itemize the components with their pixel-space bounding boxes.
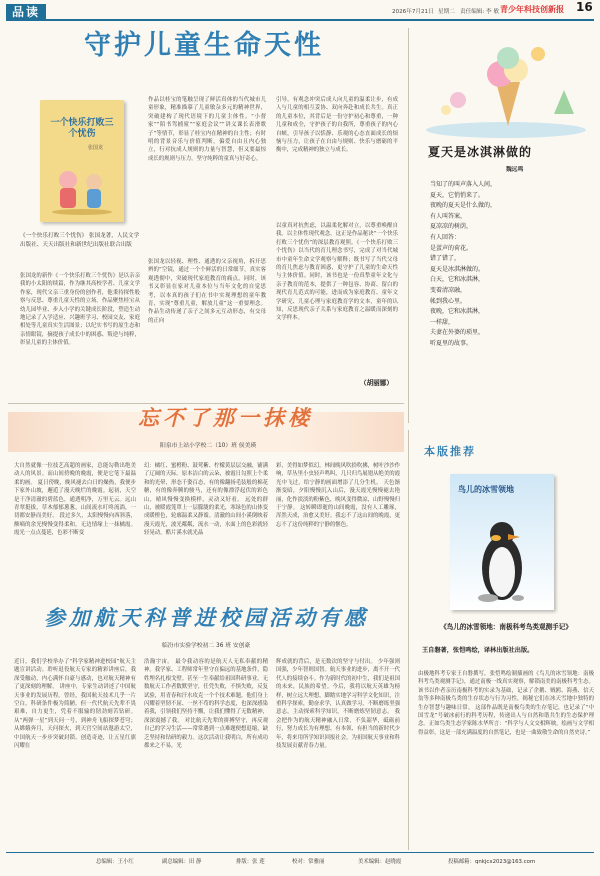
penguin-illustration xyxy=(466,514,538,604)
recommend-cover-title: 鸟儿的冰雪领地 xyxy=(458,485,514,494)
book-cover xyxy=(40,100,124,222)
footer-proof: 校对：常雅丽 xyxy=(292,859,325,865)
article3-byline: 临汾市实验学校初二 36 班 安创豪 xyxy=(162,643,251,649)
article2-col2: 幻：橘红、蜜橙粉、鼓莺紫、柠檬黄层层交融，铺满了辽阔的天际。原本洁白的云朵，被霞日勾照上个柔和的光晕，形态千姿百态，有的像翻扬毛装般的棉花糖，有的像奔腾的骏马，还有的像漂浮起伏的彩色山，晴风慢慢变换模样，灵动又好看。 远处的群山，被暖霞笼罩上一层朦胧的柔光，寒绿色的山体变成暖橙色，轮廓温柔又静谧。清澈的山间小溪倒映着漫天霞光，波光粼粼，流水一动，水面上的色彩就轻轻晃动，酷片溪水就光晶 xyxy=(144,463,268,537)
poem-title: 夏天是冰淇淋做的 xyxy=(428,145,533,159)
recommend-book-title: 《鸟儿的冰雪领地：南极科考鸟类观测手记》 xyxy=(440,623,572,631)
article1-signature: （胡丽娜） xyxy=(360,379,393,387)
footer-deputy: 副总编辑：田 静 xyxy=(162,859,202,865)
recommend-text: 由极地科考专家王自磐撰写，张恺鸣绘制插画的《鸟儿的冰雪领地：南极科考鸟类观测手记》，通过南极一线真实观察，解锁南美的南极科考生态。该书以作者亲历南极科考的实录为基础，记录了企鹅、贼鸥、海燕、信天翁等多种南极鸟类的生存状态与行为习性，揭秘它们在冰天雪地中独特的生存智慧与趣味日常。 这部作品既是南极鸟类的生存笔记，也记录了“中国雪龙”号破冰前行的科考历程，传递出人与自然和谐共生的生态保护理念。正如鸟类生态学家陈水华所言：“科学与人文交相辉映，绘画与文学相得益彰，这是一部充满温度的自然笔记，也是一曲致敬生命的自然史诗。” xyxy=(418,671,594,736)
ice-cream-illustration xyxy=(418,30,594,140)
header-weekday: 星期二 xyxy=(438,9,455,15)
article1-col2b: 张国龙以轻视、理性、通透的父亲视角，拆开思辨的“空镜，通过一个个鲜活的日常细节，真实客观透彻中，突破现代家庭教育的痛点。同时，该书又彰显在家对儿童本位与当年文化的自觉思考，以本真的孩子们在书中实现理想的童年教育，实现“尊重儿童，解放儿童”这一重要理念。作品生动传递了亲子之间多元互动形态，有交母的正向 xyxy=(148,259,266,324)
poem-line: 是蛋声的荷花。 xyxy=(430,244,473,252)
article1-col1: 张国龙的新作《一个快乐打败三个忧伤》是以亲亲我的小太阳的续篇，作为继其高校学者、儿童文学作家，现代父亲三重身份的创作者，他秉持探性般察与反思、尊重儿童天性的立场。作品聚焦桂宝从幼儿园毕业、步入小学的关键成长阶段，塑造生动地记录了入学适应、兴趣班学习、校园交友、家庭相处等儿童真实生活图景；以纪实书写的原生态和亲情眼镜，摘提孩子成长中的困惑、叛逆与纯粹，彰显儿童的主体价值。 xyxy=(20,273,140,347)
column-divider xyxy=(408,28,409,423)
article3-col2: 浩瀚宇宙。 最令我动容的是航天人无私奉献的精神。我学家、工程师常年坚守在偏远的基地条件，隐姓埋名扎根戈壁。甚至一生奉献给祖国科研事业。无数航天工作者数默坚守，任凭失败，不惧失败，反复试验，用青春和汗水攻克一个个技术难题。他们身上闪耀着坚韧不屈、一丝不苟的科学态度，也深深感染着我，引领我们坚持不懈，让我们懂得了无数精神，深深震撼了我。 对比航天先辈的拼搏坚守，再反观自己的学习生活——常常遇到一点难题便想退缩，缺乏坚持和钻研的毅力。这次活动让我明白，所有成功都来之不易，光 xyxy=(144,659,268,750)
footer-chief-editor: 总编辑：王小红 xyxy=(96,859,134,865)
footer-rule xyxy=(6,852,594,853)
poem-author: 魏远鸣 xyxy=(506,167,524,173)
section-divider xyxy=(8,403,404,404)
footer-art: 美术编辑：赵晓霞 xyxy=(358,859,402,865)
poem-line: 有人回答： xyxy=(430,233,461,241)
article2-title: 忘不了那一抹楼 xyxy=(138,406,313,430)
article3-title: 参加航天科普进校园活动有感 xyxy=(44,606,369,630)
article2-col1: 大自然就像一位技艺高超的画家，总能勾勒出绝美动人的风景。而山间傍晚的晚霞，便是它笔下最温柔的画。 夏日傍晚，晚风褪去白日的燥热，我便步下家外山坡，邂逅了漫天晚烂的晚霞。起初，天空是干净清澈的碧蓝色，通透明净，万里无云。远山青翠挺拔，草木郁郁葱葱，山间流水叮咚流淌，一切都安静而美好。 段过多久，太阳慢慢向西斜落，额嘀的余光慢慢变得柔和，无边情缘上一抹橘霞。霞光一点点蔓延，色彩不断变 xyxy=(14,463,136,537)
article1-title: 守护儿童生命天性 xyxy=(84,30,324,61)
book-caption: 《一个快乐打败三个忧伤》 张国龙著，人民文学出版社、天天出版社和新世纪出版社联合出版 xyxy=(20,233,140,248)
poem-line: 变着清凉融， xyxy=(430,286,467,294)
poem-line: 听夏里的故事。 xyxy=(430,339,473,347)
article3-col1: 近日，我们学校举办了“科学家精神进校园”航天主题宣讲活动。聆听退役航天专家的精彩讲座后，我深受触动，内心满怀自豪与感动，也对航天精神有了更深刻的理解。 讲座中，专家生动讲述了中国航天事业的发展历程。曾经，我国航天技术几乎一片空白，科研条件极为简陋。但一代代航天先辈不畏艰难，自力更生，凭着不服输的韧劲刻苦钻研。从“两弹一星”到天问一号，到神舟飞船探梦苍穹；从嫦娥奔月，天问探火，到天宫空间站遨游太空，中国航天一步步突破封锁、创造奇迹，让五星红旗闪耀在 xyxy=(14,659,136,750)
header-brand: 青少年科技创新报 xyxy=(500,5,564,14)
page-number: 16 xyxy=(576,0,593,14)
header-rule xyxy=(6,19,594,21)
recommend-heading: 本版推荐 xyxy=(424,445,476,458)
header-editor: 责任编辑: 李 敏 xyxy=(460,9,500,15)
poem-line: 夏天，它悄悄来了。 xyxy=(430,191,485,199)
poem-line: 夏凉凉的树荫， xyxy=(430,223,473,231)
article2-byline: 阳泉市上站小学校二（10）班 侯美瑛 xyxy=(160,443,257,449)
poem-line: 夫妻在外婆的琐里， xyxy=(430,329,485,337)
book-cover-author: 张国龙 xyxy=(88,145,104,151)
footer-layout: 排版：张 莲 xyxy=(236,859,265,865)
poem-line: 夏天是冰淇淋做的。 xyxy=(430,265,485,273)
book-cover-title: 一个快乐打败三个忧伤 xyxy=(50,118,114,139)
poem-line: 夜晚，它和冰淇淋， xyxy=(430,308,485,316)
poem-line: 帐到我心里。 xyxy=(430,297,467,305)
article3-col3: 辉成就的背后，是无数次的坚守与付出。 少年强则国强，少年智则国智。航天事业的进步，离不开一代代人的接续奋斗。作为新时代的初中生，我们是祖国的未来，民族的希望。今后，我将以航天英雄为榜样，树立远大理想，脚踏实地学习科学文化知识，注重科学探索，勤奋求学，认真做学习，不断磨练坚强意志，主动探索科学知识，不断磨炼坚韧意志。 我会把作为的航天精神融入日常，不负韶华，砥砺前行，努力成长为有理想、有本领、有担当的新时代少年，将来用所学知识回报社会，为祖国航天事业和科技发展贡献青春力量。 xyxy=(276,659,400,750)
column-divider xyxy=(408,430,409,850)
recommend-book-cover xyxy=(450,474,554,610)
article1-col2: 作品以桂宝的笔触呈现了鲜活真体的当代城市儿童形象，精准描摹了儿童敏杂多元的精神世界，突破建构了现代语境下的儿童主体性。“小督家”“陌书驾捕鲨”“家庭会议”“讲义课长表滑歌子”等情节，彰显了桂宝内在精神的自主性；有时明的背景音乐与价值判断，偏爱自由且内心独立，行对抗成人规则的力量与智慧，但又要最惊成长的规则与压力，坚守纯粹的童真与好奇心。 xyxy=(148,97,266,162)
poem-body xyxy=(430,180,590,350)
poem-line: 白天，它和冰淇淋， xyxy=(430,276,485,284)
book-cover-illustration xyxy=(48,158,116,216)
poem-line: 错了错了， xyxy=(430,255,461,263)
article1-col3b: 以童真对抗焦虑，以温柔化解对立，以尊重唤醒自我。以主体性现代观念，这正是作品秘诀“一个快乐打败三个忧伤”的深层教育观照。《一个快乐打败三个忧伤》以当代的育儿理念书写，完成了对当代城市中童年生命文学观察与解释；既书写了当代父母的育儿焦虑与教育困惑，更守护了儿童的生命天性与主体价值。同时，该书也是一份真挚童年文化与亲子教育的范本，提供了一种包容、协商、留白的现代育儿范式的可能，进而成为家庭教育、童年文学研究、儿童心理与家庭教育学的文本，童年的认知，反思现代亲子关系与家庭教育之温暖而深刻的文学样本。 xyxy=(276,223,398,322)
article1-col3: 引导，有观念冲突后成人向儿童的温柔让步，有成人与儿童的相互妥协、双向奔赴和成长共生。真正的儿童本位，其背后是一份守护初心和尊重，一种儿童和成全，守护孩子的自我所，尊重孩子的内心自峡，引导孩子以恬静、乐观的心态直面成长的烦恼与压力，让孩子在自由与规则、快乐与磨砺的平衡中，完成精神的独立与成长。 xyxy=(276,97,398,154)
article2-col3: 彩，美得如梦似幻。林间晚风吹拾吹拂，树叶沙沙作响，草丛里小虫轻声鸣叫，几只归鸟展翅从绝美的霞光中飞过，给宁静的画面增添了几分生机。 天色渐渐变暗，夕阳慢慢沉入山后，漫天霞光慢慢褪去艳丽，化作淡淡的粉紫色，晚风变得微凉，山野慢慢归于宁静。 这转瞬即逝的山间晚霞，没有人工雕琢，浑然天成，治愈又美好。我忘不了这山间的晚霞，更忘不了这份纯粹的宁静的惬色。 xyxy=(276,463,400,528)
recommend-book-author: 王自磐著，张恺鸣绘，译林出版社出版。 xyxy=(422,647,534,654)
header-date: 2026年7月21日 xyxy=(392,9,434,15)
poem-line: 夜晚的夏天是什么做的， xyxy=(430,202,497,210)
poem-line: 一样甜， xyxy=(430,318,455,326)
footer-email: 投稿邮箱：qnkjcx2023@163.com xyxy=(448,859,536,865)
poem-line: 当知了的叫声落入人间， xyxy=(430,181,497,188)
section-tag: 品读 xyxy=(6,4,46,20)
poem-line: 有人叫答案， xyxy=(430,212,467,220)
